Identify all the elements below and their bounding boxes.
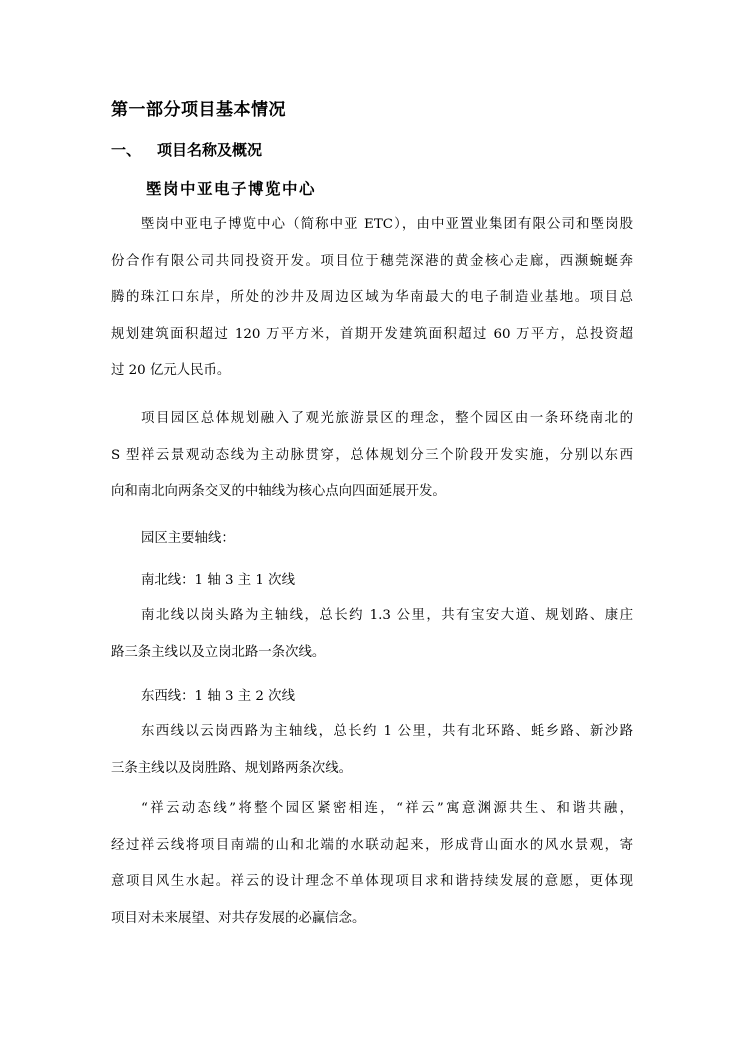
text-line: 塈岗中亚电子博览中心（简称中亚 ETC），由中亚置业集团有限公司和塈岗股 xyxy=(141,217,633,232)
text-line: 路三条主线以及立岗北路一条次线。 xyxy=(111,644,326,660)
text-line: 意项目风生水起。祥云的设计理念不单体现项目求和谐持续发展的意愿，更体现 xyxy=(111,874,633,890)
section-heading xyxy=(111,139,262,160)
section-number: 一、 xyxy=(111,141,142,159)
text-line: 项目园区总体规划融入了观光旅游景区的理念，整个园区由一条环绕南北的 xyxy=(141,411,633,426)
text-line: 经过祥云线将项目南端的山和北端的水联动起来，形成背山面水的风水景观，寄 xyxy=(111,837,633,853)
axis-heading: 园区主要轴线： xyxy=(141,531,235,546)
section-title: 项目名称及概况 xyxy=(157,141,263,159)
text-line: 规划建筑面积超过 120 万平方米，首期开发建筑面积超过 60 万平方，总投资超 xyxy=(111,326,633,342)
text-line: 东西线以云岗西路为主轴线，总长约 1 公里，共有北环路、蚝乡路、新沙路 xyxy=(141,724,633,739)
paragraph-planning xyxy=(111,401,633,511)
text-line: 腾的珠江口东岸，所处的沙井及周边区域为华南最大的电子制造业基地。项目总 xyxy=(111,290,633,306)
paragraph-cloud-line xyxy=(111,791,633,937)
ew-line-title: 东西线：1 轴 3 主 2 次线 xyxy=(141,689,295,704)
text-line: 南北线以岗头路为主轴线，总长约 1.3 公里，共有宝安大道、规划路、康庄 xyxy=(141,608,633,623)
part-heading: 第一部分项目基本情况 xyxy=(111,100,286,120)
text-line: 过 20 亿元人民币。 xyxy=(111,363,231,379)
ns-line-title: 南北线：1 轴 3 主 1 次线 xyxy=(141,573,295,588)
paragraph-ew-line xyxy=(111,714,633,787)
text-line: 份合作有限公司共同投资开发。项目位于穗莞深港的黄金核心走廊，西濒蜿蜒奔 xyxy=(111,253,633,269)
text-line: 向和南北向两条交叉的中轴线为核心点向四面延展开发。 xyxy=(111,484,446,500)
project-name-heading: 塈岗中亚电子博览中心 xyxy=(146,179,317,198)
text-line: 项目对未来展望、对共存发展的必赢信念。 xyxy=(111,910,366,926)
text-line: S 型祥云景观动态线为主动脉贯穿，总体规划分三个阶段开发实施，分别以东西 xyxy=(111,447,633,463)
paragraph-ns-line xyxy=(111,598,633,671)
text-line: “祥云动态线”将整个园区紧密相连，“祥云”寓意渊源共生、和谐共融， xyxy=(141,801,633,816)
text-line: 三条主线以及岗胜路、规划路两条次线。 xyxy=(111,760,353,776)
paragraph-overview xyxy=(111,207,633,390)
